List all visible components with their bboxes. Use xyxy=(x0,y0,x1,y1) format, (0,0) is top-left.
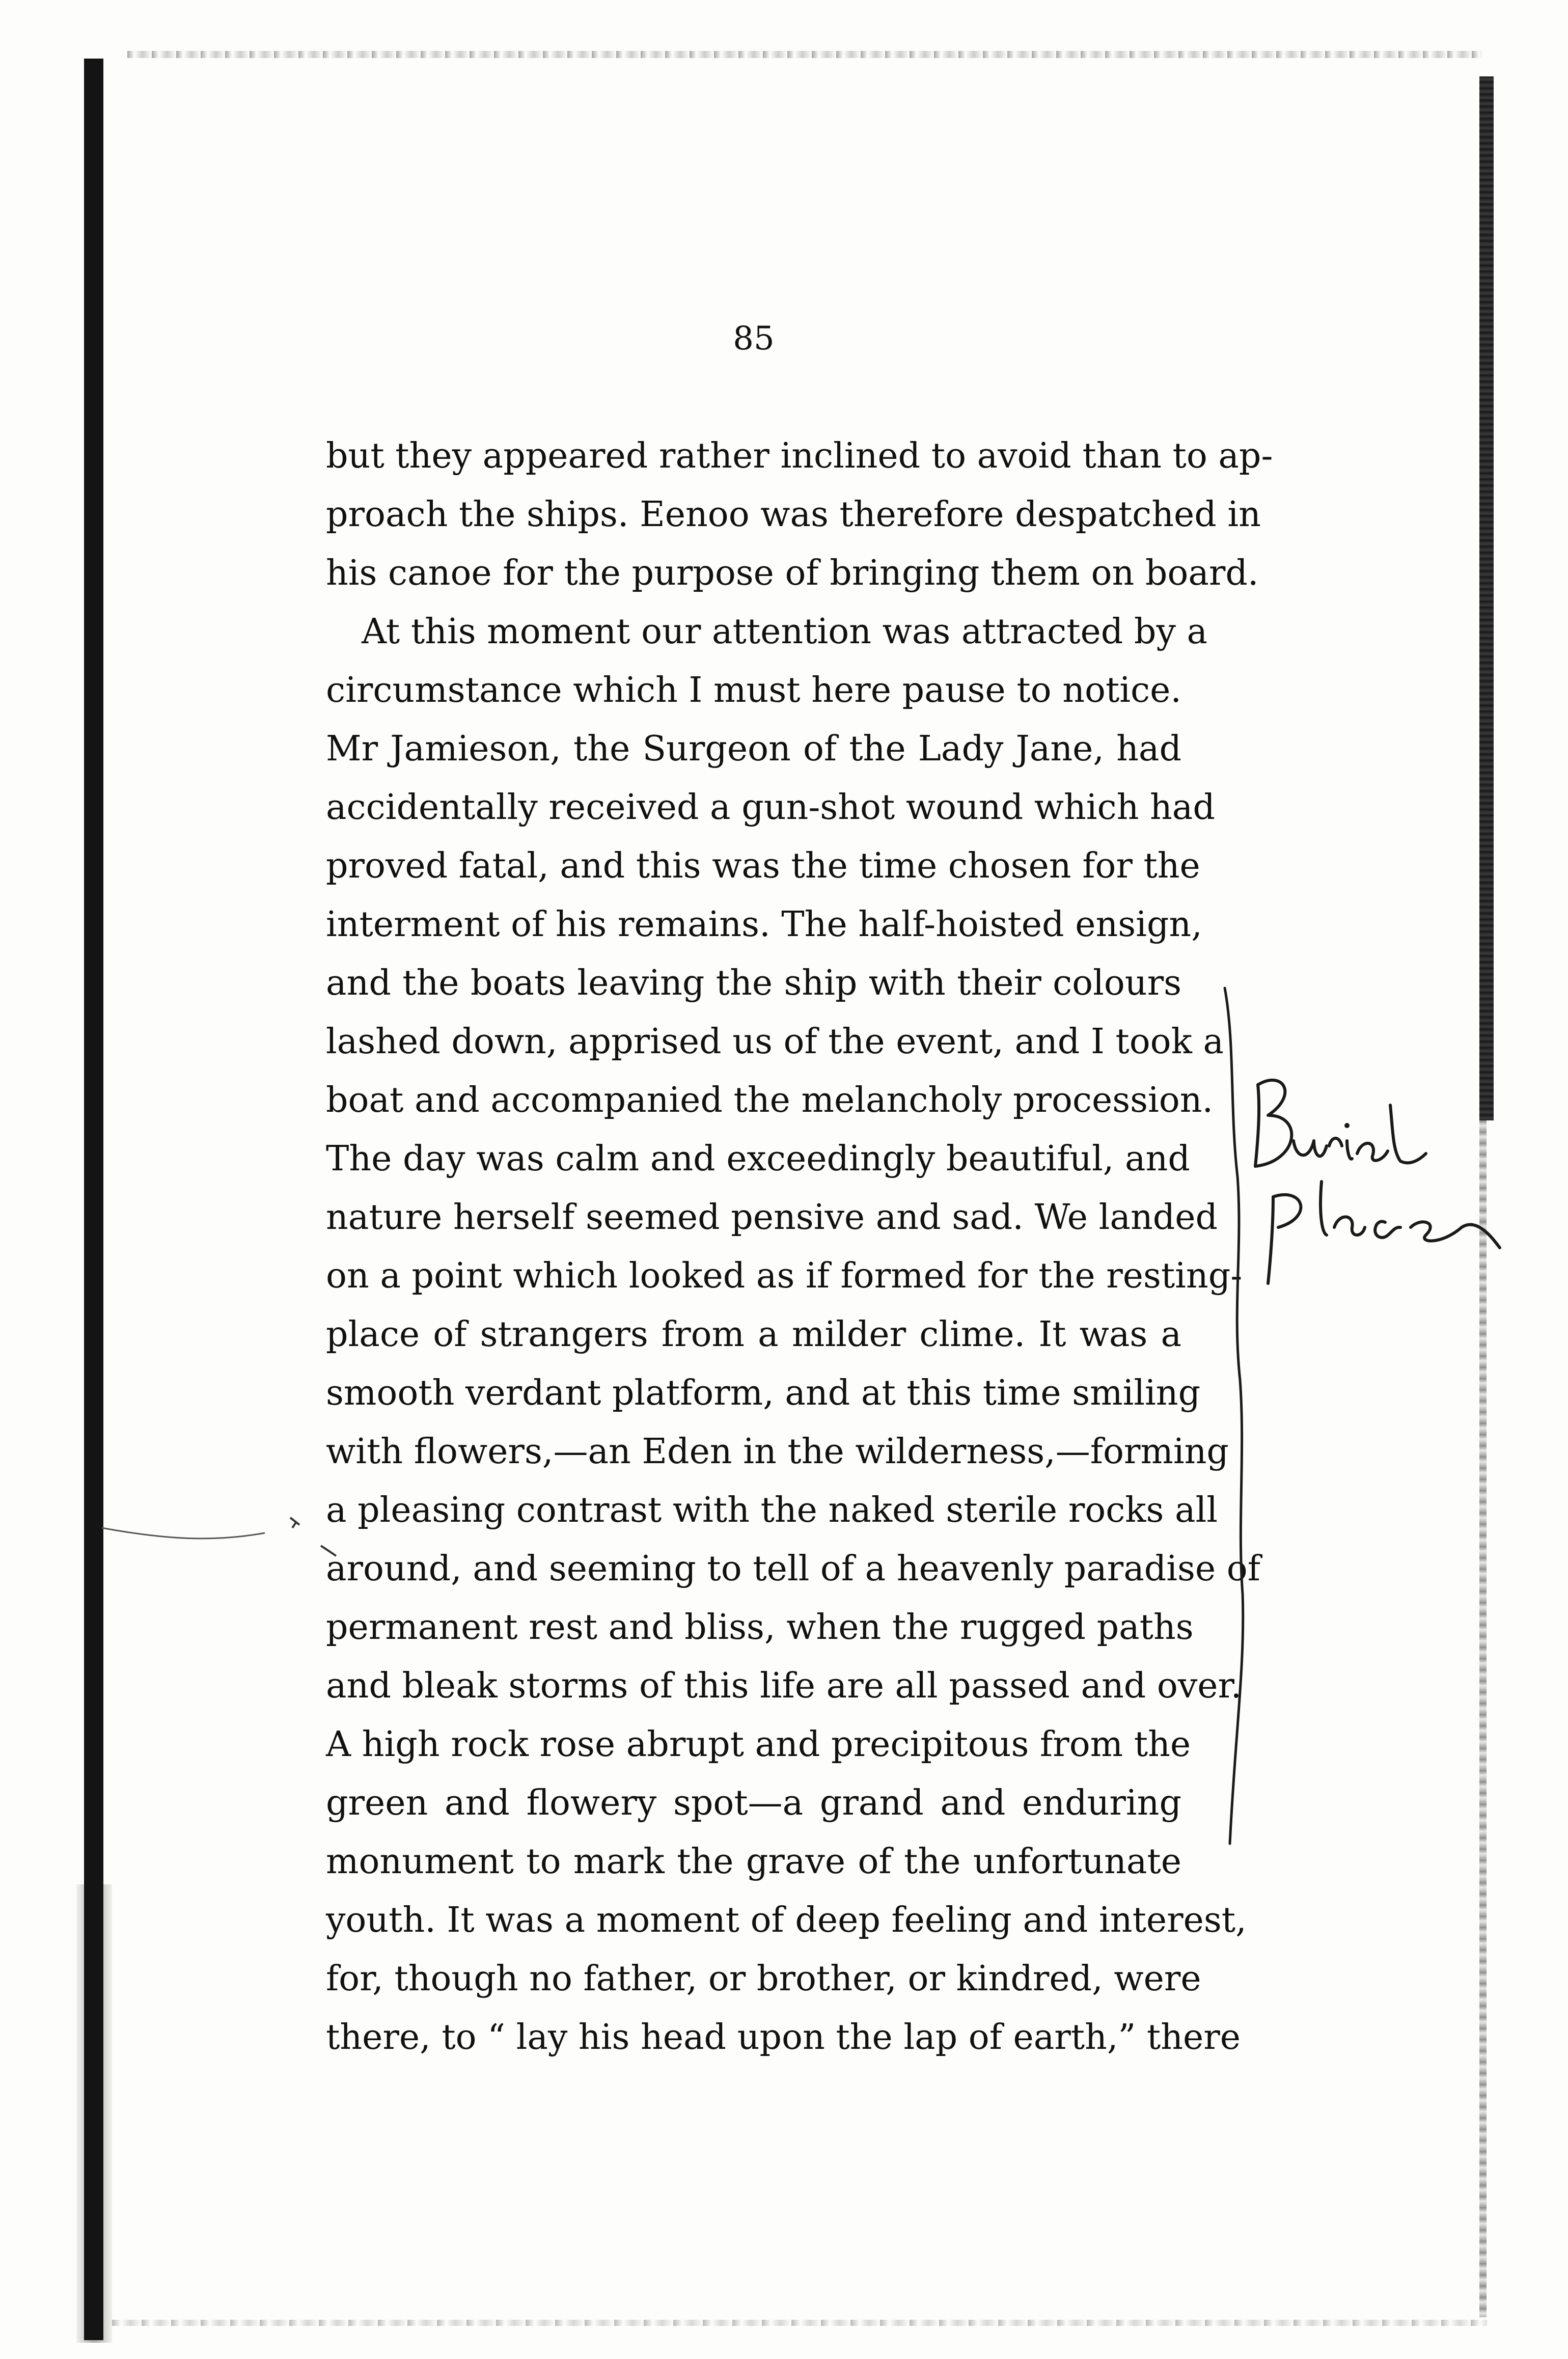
text-line: lashed down, apprised us of the event, and I took a xyxy=(326,1022,1224,1062)
text-line: with flowers,—an Eden in the wilderness,—forming xyxy=(326,1432,1229,1472)
text-line: there, to “ lay his head upon the lap of earth,” there xyxy=(326,2017,1241,2058)
text-line: and bleak storms of this life are all passed and over. xyxy=(326,1666,1242,1706)
left-binding-smudge xyxy=(76,1884,112,2343)
top-edge-speckle xyxy=(127,51,1482,58)
text-line: The day was calm and exceedingly beautiful, and xyxy=(326,1139,1190,1179)
handwritten-note-image xyxy=(1237,1064,1502,1294)
paragraph-first-line: At this moment our attention was attracted by a xyxy=(362,612,1208,652)
text-line: interment of his remains. The half-hoisted ensign, xyxy=(326,904,1202,945)
text-line: proach the ships. Eenoo was therefore despatched in xyxy=(326,495,1261,535)
text-line: smooth verdant platform, and at this time smiling xyxy=(326,1373,1201,1413)
body-text xyxy=(326,427,1273,2067)
text-line: his canoe for the purpose of bringing them on board. xyxy=(326,553,1259,593)
text-line: green and flowery spot—a grand and enduring xyxy=(326,1783,1181,1823)
margin-stray-mark xyxy=(97,1497,351,1569)
text-line: A high rock rose abrupt and precipitous from the xyxy=(326,1724,1191,1765)
text-line: place of strangers from a milder clime. It was a xyxy=(326,1314,1181,1355)
text-line: circumstance which I must here pause to notice. xyxy=(326,670,1181,710)
text-line: monument to mark the grave of the unfortunate xyxy=(326,1842,1181,1882)
text-line: youth. It was a moment of deep feeling and interest, xyxy=(326,1900,1247,1940)
text-line: for, though no father, or brother, or kindred, were xyxy=(326,1959,1201,1999)
text-line: permanent rest and bliss, when the rugged paths xyxy=(326,1607,1194,1648)
text-line: and the boats leaving the ship with their colours xyxy=(326,963,1181,1003)
handwritten-note-text xyxy=(0,0,1,1)
bottom-edge-speckle xyxy=(112,2320,1487,2326)
right-edge-shadow xyxy=(1479,76,1494,1120)
text-line: accidentally received a gun-shot wound which had xyxy=(326,787,1215,828)
page-number: 85 xyxy=(733,320,775,358)
text-line: a pleasing contrast with the naked sterile rocks all xyxy=(326,1490,1218,1530)
text-line: Mr Jamieson, the Surgeon of the Lady Jane, had xyxy=(326,729,1181,769)
right-edge-faint-shadow xyxy=(1479,1120,1487,2317)
text-line: boat and accompanied the melancholy procession. xyxy=(326,1080,1214,1120)
text-line: but they appeared rather inclined to avoid than to ap- xyxy=(326,436,1273,476)
text-line: nature herself seemed pensive and sad. We landed xyxy=(326,1197,1218,1238)
text-line: proved fatal, and this was the time chosen for the xyxy=(326,846,1200,886)
text-line: around, and seeming to tell of a heavenly paradise of xyxy=(326,1549,1260,1589)
text-line: on a point which looked as if formed for the resting- xyxy=(326,1256,1243,1296)
